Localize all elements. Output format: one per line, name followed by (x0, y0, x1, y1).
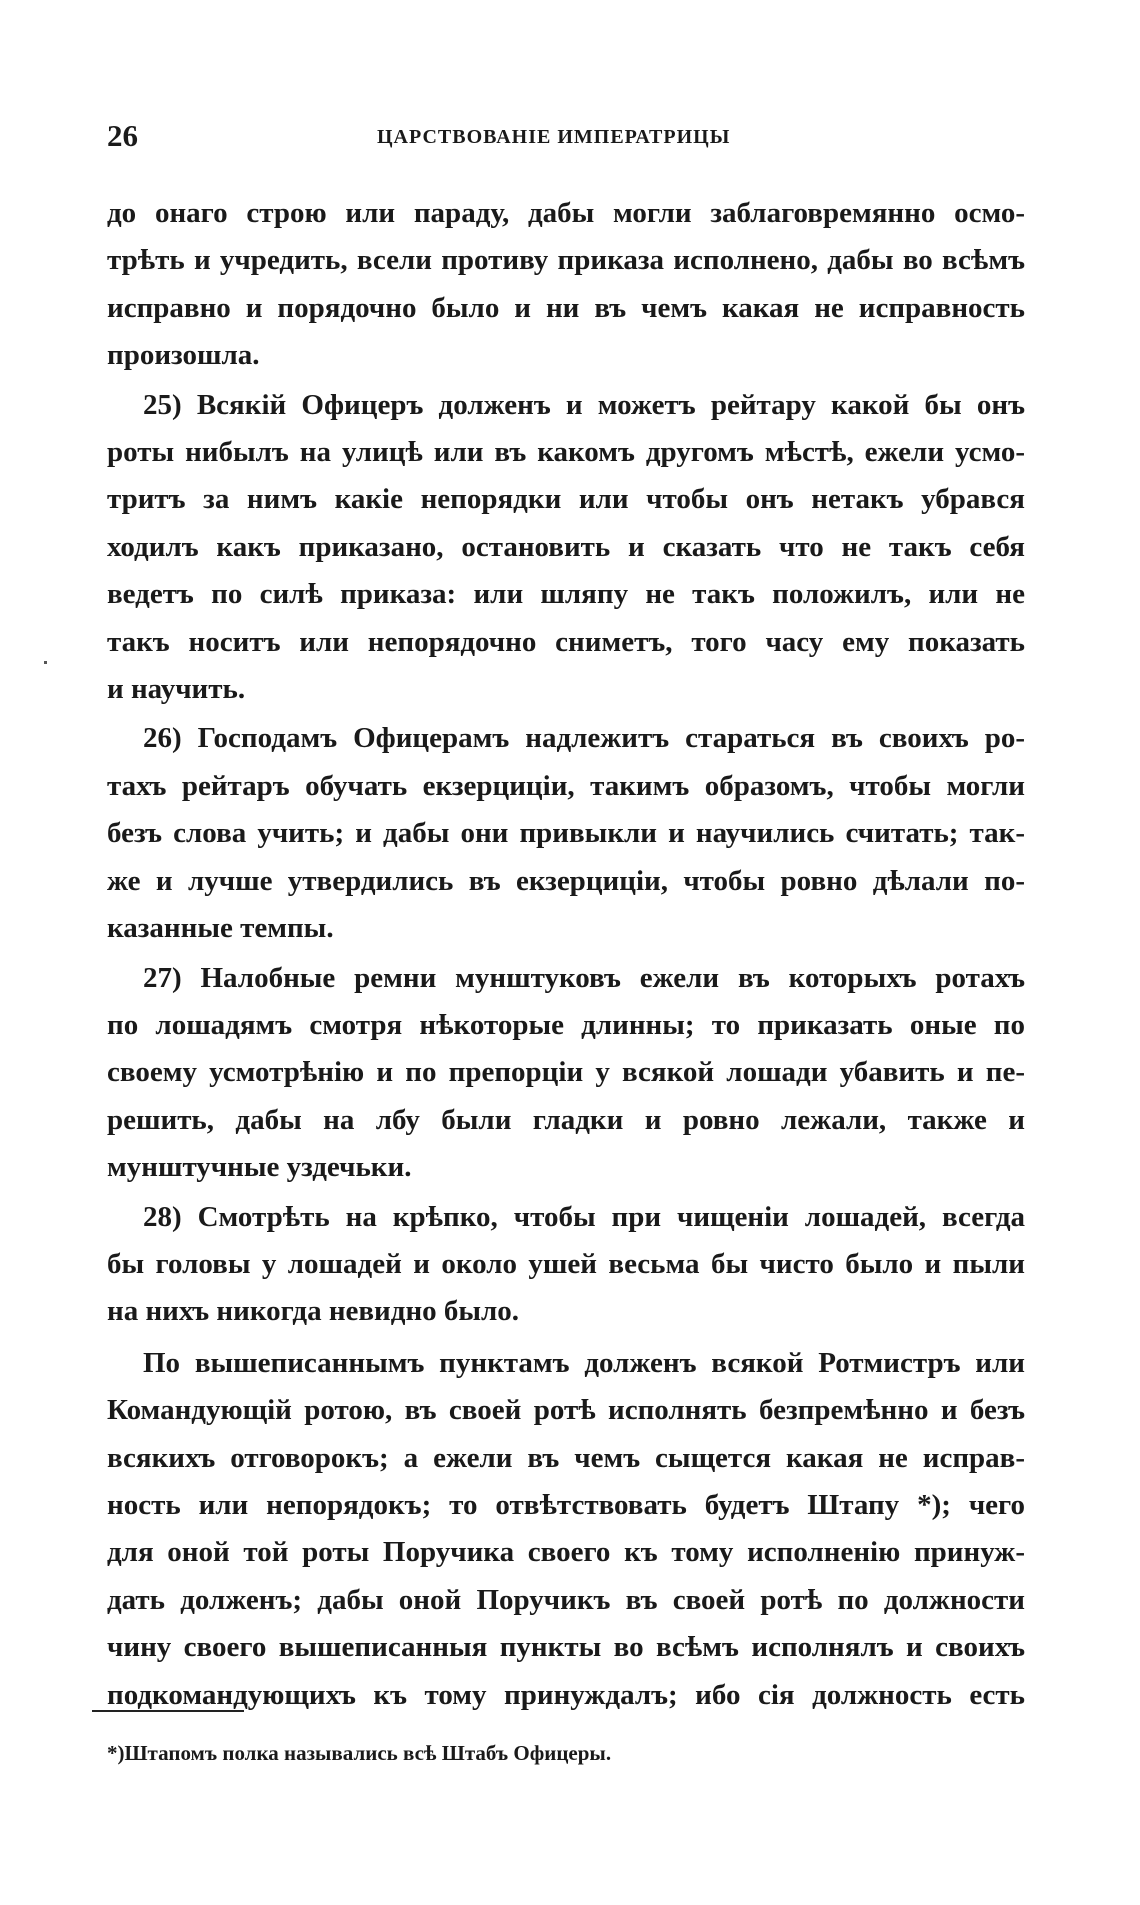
text-line: роты нибылъ на улицѣ или въ какомъ другомъ мѣстѣ, ежели усмо- (107, 436, 1025, 469)
text-line: исправно и порядочно было и ни въ чемъ какая не исправность (107, 291, 1025, 324)
text-line: решить, дабы на лбу были гладки и ровно лежали, также и (107, 1103, 1025, 1136)
text-line: дать долженъ; дабы оной Поручикъ въ своей ротѣ по должности (107, 1583, 1025, 1616)
text-line: По вышеписаннымъ пунктамъ долженъ всякой Ротмистръ или (143, 1346, 1025, 1379)
text-line: для оной той роты Поручика своего къ тому исполненію принуж- (107, 1536, 1025, 1569)
print-speck (44, 661, 47, 664)
footnote-rule (92, 1710, 244, 1712)
text-line: ведетъ по силѣ приказа: или шляпу не такъ положилъ, или не (107, 578, 1025, 611)
text-line: тахъ рейтаръ обучать екзерциціи, такимъ образомъ, чтобы могли (107, 769, 1025, 802)
text-line: ность или непорядокъ; то отвѣтствовать будетъ Штапу *); чего (107, 1488, 1025, 1521)
page-number: 26 (107, 118, 138, 153)
text-line: казанные темпы. (107, 912, 334, 945)
text-line: 26) Господамъ Офицерамъ надлежитъ стараться въ своихъ ро- (143, 722, 1025, 755)
text-line: такъ носитъ или непорядочно сниметъ, того часу ему показать (107, 625, 1025, 658)
body-text (107, 190, 1025, 1719)
text-line: по лошадямъ смотря нѣкоторые длинны; то приказать оные по (107, 1008, 1025, 1041)
paragraph-item-26 (107, 715, 1025, 952)
text-line: произошла. (107, 339, 260, 372)
text-line: подкомандующихъ къ тому принуждалъ; ибо сія должность есть (107, 1678, 1025, 1711)
text-line: на нихъ никогда невидно было. (107, 1295, 520, 1328)
paragraph-closing (107, 1340, 1025, 1719)
text-line: Командующій ротою, въ своей ротѣ исполнять безпремѣнно и безъ (107, 1394, 1025, 1427)
text-line: тритъ за нимъ какіе непорядки или чтобы онъ нетакъ убрався (107, 483, 1025, 516)
text-line: трѣть и учредить, всели противу приказа исполнено, дабы во всѣмъ (107, 244, 1025, 277)
text-line: чину своего вышеписанныя пункты во всѣмъ исполнялъ и своихъ (107, 1631, 1025, 1664)
text-line: бы головы у лошадей и около ушей весьма бы чисто было и пыли (107, 1247, 1025, 1280)
footnote: *)Штапомъ полка назывались всѣ Штабъ Офицеры. (107, 1741, 612, 1765)
text-line: до онаго строю или параду, дабы могли заблаговремянно осмо- (107, 197, 1025, 229)
paragraph-item-25 (107, 382, 1025, 714)
text-line: 25) Всякій Офицеръ долженъ и можетъ рейтару какой бы онъ (143, 388, 1025, 421)
paragraph-continuation (107, 190, 1025, 380)
text-line: ходилъ какъ приказано, остановить и сказать что не такъ себя (107, 530, 1025, 563)
paragraph-item-27 (107, 955, 1025, 1192)
text-line: и научить. (107, 673, 246, 706)
text-line: своему усмотрѣнію и по препорціи у всякой лошади убавить и пе- (107, 1056, 1025, 1089)
text-line: 28) Смотрѣть на крѣпко, чтобы при чищеніи лошадей, всегда (143, 1200, 1025, 1233)
page-header (107, 118, 1027, 158)
running-head: ЦАРСТВОВАНІЕ ИМПЕРАТРИЦЫ (377, 126, 731, 148)
text-line: безъ слова учить; и дабы они привыкли и научились считать; так- (107, 817, 1025, 850)
text-line: всякихъ отговорокъ; а ежели въ чемъ сыщется какая не исправ- (107, 1441, 1025, 1474)
text-line: же и лучше утвердились въ екзерциціи, чтобы ровно дѣлали по- (107, 864, 1025, 897)
text-line: мунштучные уздечьки. (107, 1151, 412, 1184)
text-line: 27) Налобные ремни мунштуковъ ежели въ которыхъ ротахъ (143, 961, 1025, 994)
paragraph-item-28 (107, 1194, 1025, 1336)
